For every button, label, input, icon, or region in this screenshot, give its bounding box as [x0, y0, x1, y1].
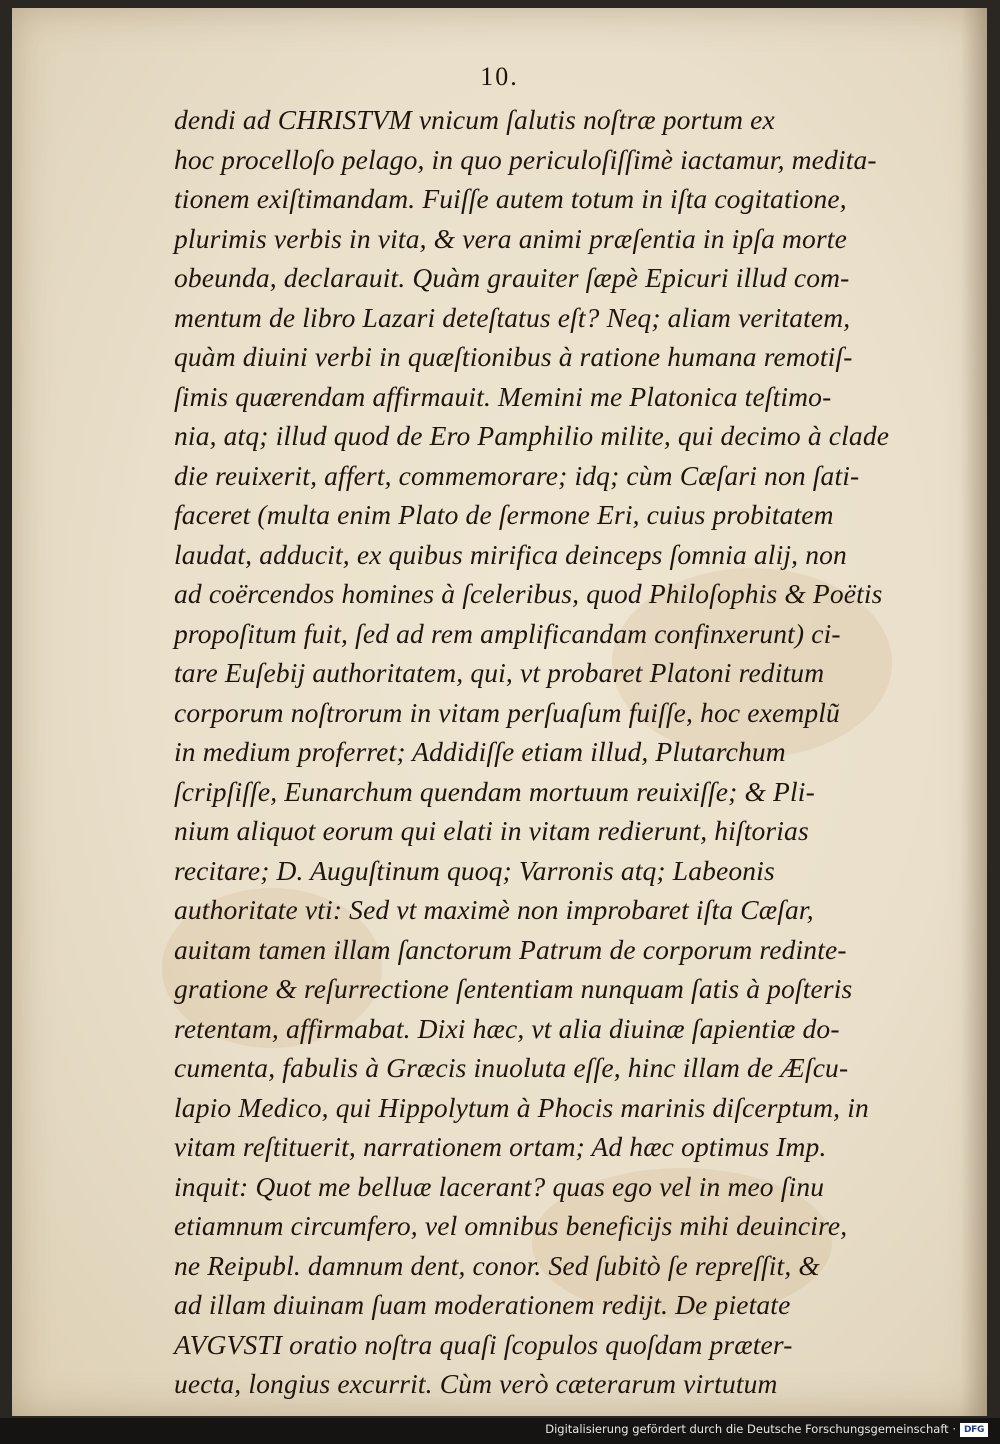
footer-bar	[0, 1418, 1000, 1444]
text-line: dendi ad CHRISTVM vnicum ſalutis noſtræ portum ex	[174, 104, 775, 135]
text-line: ſcripſiſſe, Eunarchum quendam mortuum reuixiſſe; & Pli-	[174, 775, 815, 807]
text-line: auitam tamen illam ſanctorum Patrum de corporum redinte-	[174, 933, 847, 965]
body-text	[174, 100, 934, 1404]
text-line: authoritate vti: Sed vt maximè non improbaret iſta Cæſar,	[174, 894, 814, 925]
text-line: ad illam diuinam ſuam moderationem redijt. De pietate	[174, 1289, 791, 1320]
text-line: mentum de libro Lazari deteſtatus eſt? Neq; aliam veritatem,	[174, 301, 851, 333]
page-edge-shadow	[961, 8, 987, 1416]
text-line: faceret (multa enim Plato de ſermone Eri, cuius probitatem	[174, 499, 834, 530]
text-line: ne Reipubl. damnum dent, conor. Sed ſubitò ſe repreſſit, &	[174, 1249, 820, 1281]
text-line: die reuixerit, affert, commemorare; idq; cùm Cæſari non ſati-	[174, 459, 860, 491]
text-line: etiamnum circumfero, vel omnibus beneficijs mihi deuincire,	[174, 1210, 848, 1241]
text-line: lapio Medico, qui Hippolytum à Phocis marinis diſcerptum, in	[174, 1091, 869, 1123]
text-line: propoſitum fuit, ſed ad rem amplificandam confinxerunt) ci-	[174, 617, 841, 649]
text-line: quàm diuini verbi in quæſtionibus à ratione humana remotiſ-	[174, 341, 853, 372]
page-number: 10.	[480, 62, 519, 91]
text-line: plurimis verbis in vita, & vera animi præſentia in ipſa morte	[174, 222, 847, 254]
text-line: obeunda, declarauit. Quàm grauiter ſæpè Epicuri illud com-	[174, 262, 850, 293]
text-line: gratione & reſurrectione ſententiam nunquam ſatis à poſteris	[174, 973, 853, 1004]
text-line: AVGVSTI oratio noſtra quaſi ſcopulos quoſdam præter-	[174, 1328, 793, 1360]
text-line: tare Euſebij authoritatem, qui, vt probaret Platoni reditum	[174, 657, 825, 688]
text-line: ſimis quærendam affirmauit. Memini me Platonica teſtimo-	[174, 380, 832, 412]
text-line: ad coërcendos homines à ſceleribus, quod Philoſophis & Poëtis	[174, 578, 883, 609]
funding-credit: Digitalisierung gefördert durch die Deutsche Forschungsgemeinschaft ·	[545, 1422, 956, 1436]
text-line: cumenta, fabulis à Græcis inuoluta eſſe, hinc illam de Æſcu-	[174, 1052, 849, 1083]
text-line: corporum noſtrorum in vitam perſuaſum fuiſſe, hoc exemplũ	[174, 696, 840, 728]
book-page	[12, 8, 987, 1416]
text-line: tionem exiſtimandam. Fuiſſe autem totum in iſta cogitatione,	[174, 183, 847, 214]
text-line: hoc procelloſo pelago, in quo periculoſiſſimè iactamur, medita-	[174, 143, 877, 175]
text-line: nia, atq; illud quod de Ero Pamphilio milite, qui decimo à clade	[174, 420, 890, 451]
dfg-logo: DFG	[960, 1423, 988, 1437]
text-line: nium aliquot eorum qui elati in vitam redierunt, hiſtorias	[174, 815, 809, 846]
text-line: inquit: Quot me belluæ lacerant? quas ego vel in meo ſinu	[174, 1170, 825, 1202]
text-line: uecta, longius excurrit. Cùm verò cæterarum virtutum	[174, 1368, 778, 1399]
text-line: retentam, affirmabat. Dixi hæc, vt alia diuinæ ſapientiæ do-	[174, 1012, 840, 1044]
text-line: laudat, adducit, ex quibus mirifica deinceps ſomnia alij, non	[174, 538, 847, 570]
text-line: vitam reſtituerit, narrationem ortam; Ad hæc optimus Imp.	[174, 1131, 827, 1162]
text-line: recitare; D. Auguſtinum quoq; Varronis atq; Labeonis	[174, 854, 775, 886]
text-line: in medium proferret; Addidiſſe etiam illud, Plutarchum	[174, 736, 786, 767]
